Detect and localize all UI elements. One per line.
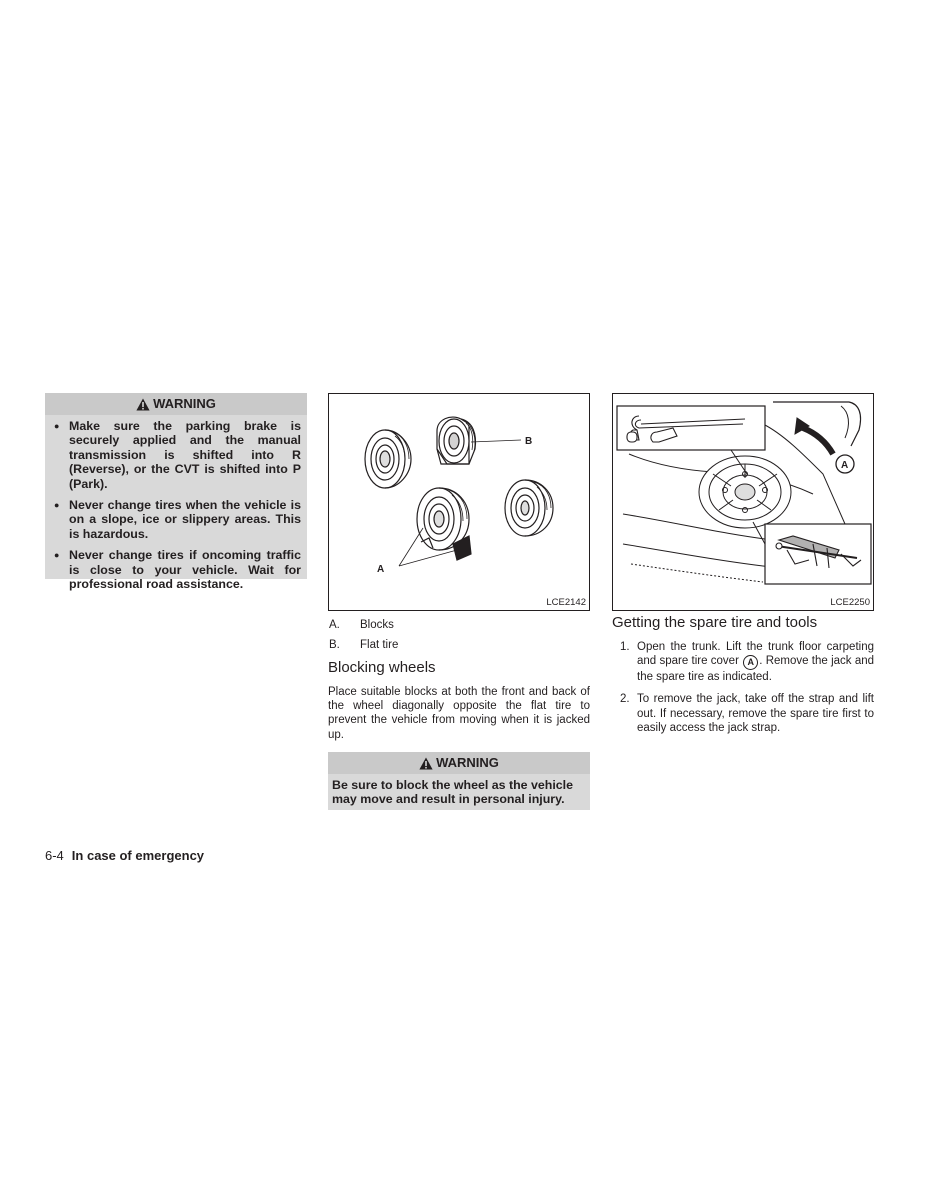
warning-item: ● Never change tires if oncoming traffic is close to your vehicle. Wait for professional road assistance. — [51, 548, 301, 591]
warning-header — [45, 393, 307, 415]
trunk-spare-tire-illustration — [613, 394, 873, 598]
figure-code: LCE2250 — [830, 597, 870, 608]
page-number: 6-4 — [45, 848, 64, 863]
warning-item: ● Make sure the parking brake is securely applied and the manual transmission is shifted into R (Reverse), or the CVT is shifted into P (Park). — [51, 419, 301, 491]
caption-text: Blocks — [360, 619, 394, 631]
figure-label-a: A — [841, 460, 849, 471]
step-item — [612, 640, 874, 684]
section-title: In case of emergency — [71, 848, 205, 863]
step-text-before: Open the trunk. Lift the trunk floor carpeting and spare tire cover — [637, 641, 874, 668]
figure-code: LCE2142 — [546, 597, 586, 608]
tool-inset — [617, 406, 765, 450]
step-number: 1. — [620, 641, 630, 653]
warning-text: Be sure to block the wheel as the vehicle may move and result in personal injury. — [332, 778, 574, 807]
spare-steps-list — [612, 640, 874, 743]
warning-triangle-icon — [136, 398, 150, 411]
step-text: To remove the jack, take off the strap and lift out. If necessary, remove the spare tire first to easily access the jack strap. — [637, 693, 874, 734]
figure-wheel-blocks — [328, 393, 590, 611]
tire-block-icon — [437, 417, 475, 464]
warning-header — [328, 752, 590, 774]
warning-title: WARNING — [436, 755, 499, 770]
tire-icon — [365, 430, 411, 488]
step-item — [612, 692, 874, 735]
blocking-paragraph: Place suitable blocks at both the front and back of the wheel diagonally opposite the flat tire to prevent the vehicle from moving when it is jacked up. — [328, 686, 590, 741]
caption-key: B. — [329, 639, 340, 651]
warning-item: ● Never change tires when the vehicle is on a slope, ice or slippery areas. This is hazardous. — [51, 498, 301, 541]
figure-label-a: A — [377, 564, 385, 575]
warning-box-parking — [45, 393, 307, 592]
figure-caption-a — [329, 619, 394, 631]
figure-spare-tire — [612, 393, 874, 611]
step-text-after: . Remove the jack and the spare tire as indicated. — [637, 655, 875, 684]
warning-title: WARNING — [153, 396, 216, 411]
tires-blocks-illustration — [329, 394, 589, 599]
step-number: 2. — [620, 693, 630, 706]
warning-body — [45, 415, 307, 597]
caption-text: Flat tire — [360, 639, 399, 651]
page-footer — [45, 848, 204, 863]
flat-tire-icon — [417, 488, 471, 560]
figure-caption-b — [329, 639, 398, 651]
section-heading-blocking: Blocking wheels — [328, 659, 436, 676]
warning-box-block-wheel — [328, 752, 590, 810]
tire-icon — [505, 480, 553, 536]
jack-inset — [765, 524, 871, 584]
warning-triangle-icon — [419, 757, 433, 770]
marker-a-icon: A — [743, 655, 758, 670]
figure-label-b: B — [525, 436, 533, 447]
spare-tire-icon — [699, 456, 791, 528]
warning-list — [51, 419, 301, 591]
caption-key: A. — [329, 619, 340, 631]
section-heading-spare: Getting the spare tire and tools — [612, 614, 818, 631]
